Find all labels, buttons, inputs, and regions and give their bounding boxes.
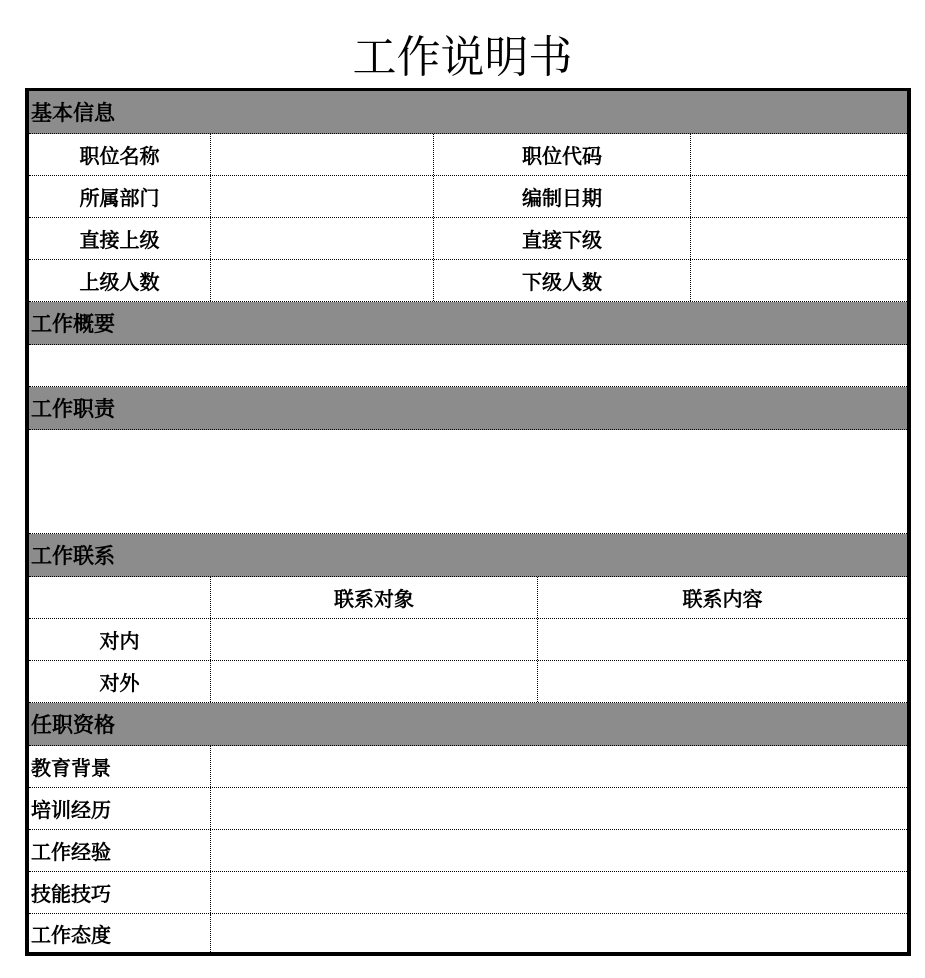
section-title: 任职资格 bbox=[31, 713, 115, 737]
subordinate-count-field[interactable] bbox=[690, 260, 907, 301]
job-summary-field[interactable] bbox=[29, 345, 907, 387]
direct-subordinate-label: 直接下级 bbox=[433, 218, 690, 259]
compile-date-label: 编制日期 bbox=[433, 176, 690, 217]
direct-subordinate-field[interactable] bbox=[690, 218, 907, 259]
position-code-label: 职位代码 bbox=[433, 134, 690, 175]
qualification-row-experience bbox=[29, 830, 907, 872]
superior-count-label: 上级人数 bbox=[79, 270, 160, 294]
section-title: 基本信息 bbox=[31, 101, 115, 125]
skills-field[interactable] bbox=[210, 872, 907, 913]
relations-header-row bbox=[29, 577, 907, 619]
attitude-field[interactable] bbox=[210, 914, 907, 952]
section-header-qualifications bbox=[29, 703, 907, 746]
qualification-row-skills bbox=[29, 872, 907, 914]
internal-label: 对内 bbox=[99, 629, 140, 653]
internal-contact-content-field[interactable] bbox=[537, 619, 907, 660]
compile-date-field[interactable] bbox=[690, 176, 907, 217]
section-header-job-duties bbox=[29, 387, 907, 430]
contact-content-header: 联系内容 bbox=[537, 577, 907, 618]
relations-header-blank bbox=[29, 577, 210, 618]
section-title: 工作职责 bbox=[31, 397, 115, 421]
training-label: 培训经历 bbox=[31, 798, 111, 822]
relations-row-external bbox=[29, 661, 907, 703]
section-title: 工作概要 bbox=[31, 312, 115, 336]
direct-superior-field[interactable] bbox=[210, 218, 433, 259]
document-title: 工作说明书 bbox=[352, 32, 573, 83]
external-contact-content-field[interactable] bbox=[537, 661, 907, 702]
skills-label: 技能技巧 bbox=[31, 882, 111, 906]
education-label: 教育背景 bbox=[31, 756, 111, 780]
section-header-basic-info bbox=[29, 91, 907, 134]
section-header-work-relations bbox=[29, 534, 907, 577]
department-field[interactable] bbox=[210, 176, 433, 217]
external-label: 对外 bbox=[99, 671, 140, 695]
contact-object-header: 联系对象 bbox=[210, 577, 537, 618]
form-row-position bbox=[29, 134, 907, 176]
experience-field[interactable] bbox=[210, 830, 907, 871]
superior-count-field[interactable] bbox=[210, 260, 433, 301]
experience-label: 工作经验 bbox=[31, 840, 111, 864]
direct-superior-label: 直接上级 bbox=[79, 228, 160, 252]
qualification-row-education bbox=[29, 746, 907, 788]
attitude-label: 工作态度 bbox=[31, 922, 111, 947]
department-label: 所属部门 bbox=[79, 186, 160, 210]
form-row-department bbox=[29, 176, 907, 218]
form-row-headcount bbox=[29, 260, 907, 302]
position-name-field[interactable] bbox=[210, 134, 433, 175]
external-contact-object-field[interactable] bbox=[210, 661, 537, 702]
relations-row-internal bbox=[29, 619, 907, 661]
form-row-reporting bbox=[29, 218, 907, 260]
section-header-job-summary bbox=[29, 302, 907, 345]
job-duties-field[interactable] bbox=[29, 430, 907, 534]
position-name-label: 职位名称 bbox=[79, 144, 160, 168]
internal-contact-object-field[interactable] bbox=[210, 619, 537, 660]
job-description-form bbox=[25, 88, 911, 956]
qualification-row-training bbox=[29, 788, 907, 830]
training-field[interactable] bbox=[210, 788, 907, 829]
subordinate-count-label: 下级人数 bbox=[433, 260, 690, 301]
qualification-row-attitude bbox=[29, 914, 907, 952]
position-code-field[interactable] bbox=[690, 134, 907, 175]
section-title: 工作联系 bbox=[31, 544, 115, 568]
education-field[interactable] bbox=[210, 746, 907, 787]
